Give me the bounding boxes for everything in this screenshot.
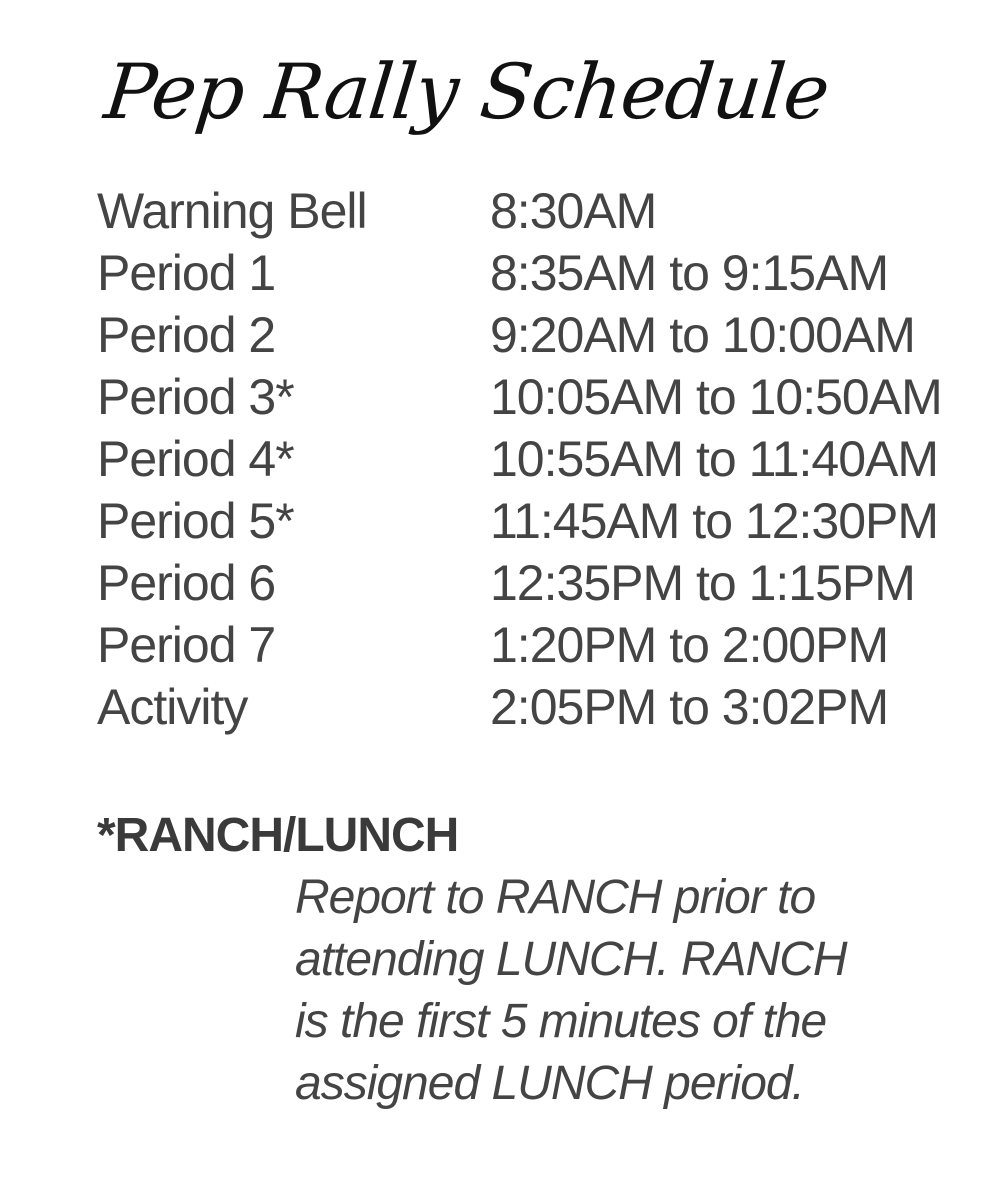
schedule-row-label: Period 6 [97,555,276,611]
schedule-row-time: 10:05AM to 10:50AM [490,369,942,425]
schedule-row-label: Period 5* [97,493,294,549]
schedule-row-time: 10:55AM to 11:40AM [490,431,939,487]
schedule-row-label: Period 2 [97,307,276,363]
schedule-row-label: Period 1 [97,245,276,301]
schedule-row [97,428,957,490]
schedule-row-label: Warning Bell [97,183,367,239]
schedule-row [97,180,957,242]
schedule-row-label: Period 7 [97,617,276,673]
note-line: is the first 5 minutes of the [295,995,827,1048]
schedule-row [97,490,957,552]
schedule-row [97,366,957,428]
note-heading: *RANCH/LUNCH [97,809,459,862]
note-line: attending LUNCH. RANCH [295,933,847,986]
page-title: Pep Rally Schedule [100,47,833,136]
schedule-row-time: 9:20AM to 10:00AM [490,307,915,363]
schedule-row [97,304,957,366]
schedule-row [97,676,957,738]
schedule-table [97,180,957,738]
schedule-row-time: 8:35AM to 9:15AM [490,245,889,301]
schedule-row [97,552,957,614]
note-body [295,867,895,1115]
schedule-row [97,242,957,304]
schedule-row-label: Period 3* [97,369,294,425]
schedule-row-time: 8:30AM [490,183,657,239]
schedule-row-time: 1:20PM to 2:00PM [490,617,889,673]
schedule-row-time: 11:45AM to 12:30PM [490,493,939,549]
note-line: assigned LUNCH period. [295,1057,804,1110]
schedule-row-label: Period 4* [97,431,294,487]
note-line: Report to RANCH prior to [295,871,816,924]
schedule-row-time: 2:05PM to 3:02PM [490,679,889,735]
schedule-row-label: Activity [97,679,248,735]
schedule-row [97,614,957,676]
schedule-row-time: 12:35PM to 1:15PM [490,555,915,611]
